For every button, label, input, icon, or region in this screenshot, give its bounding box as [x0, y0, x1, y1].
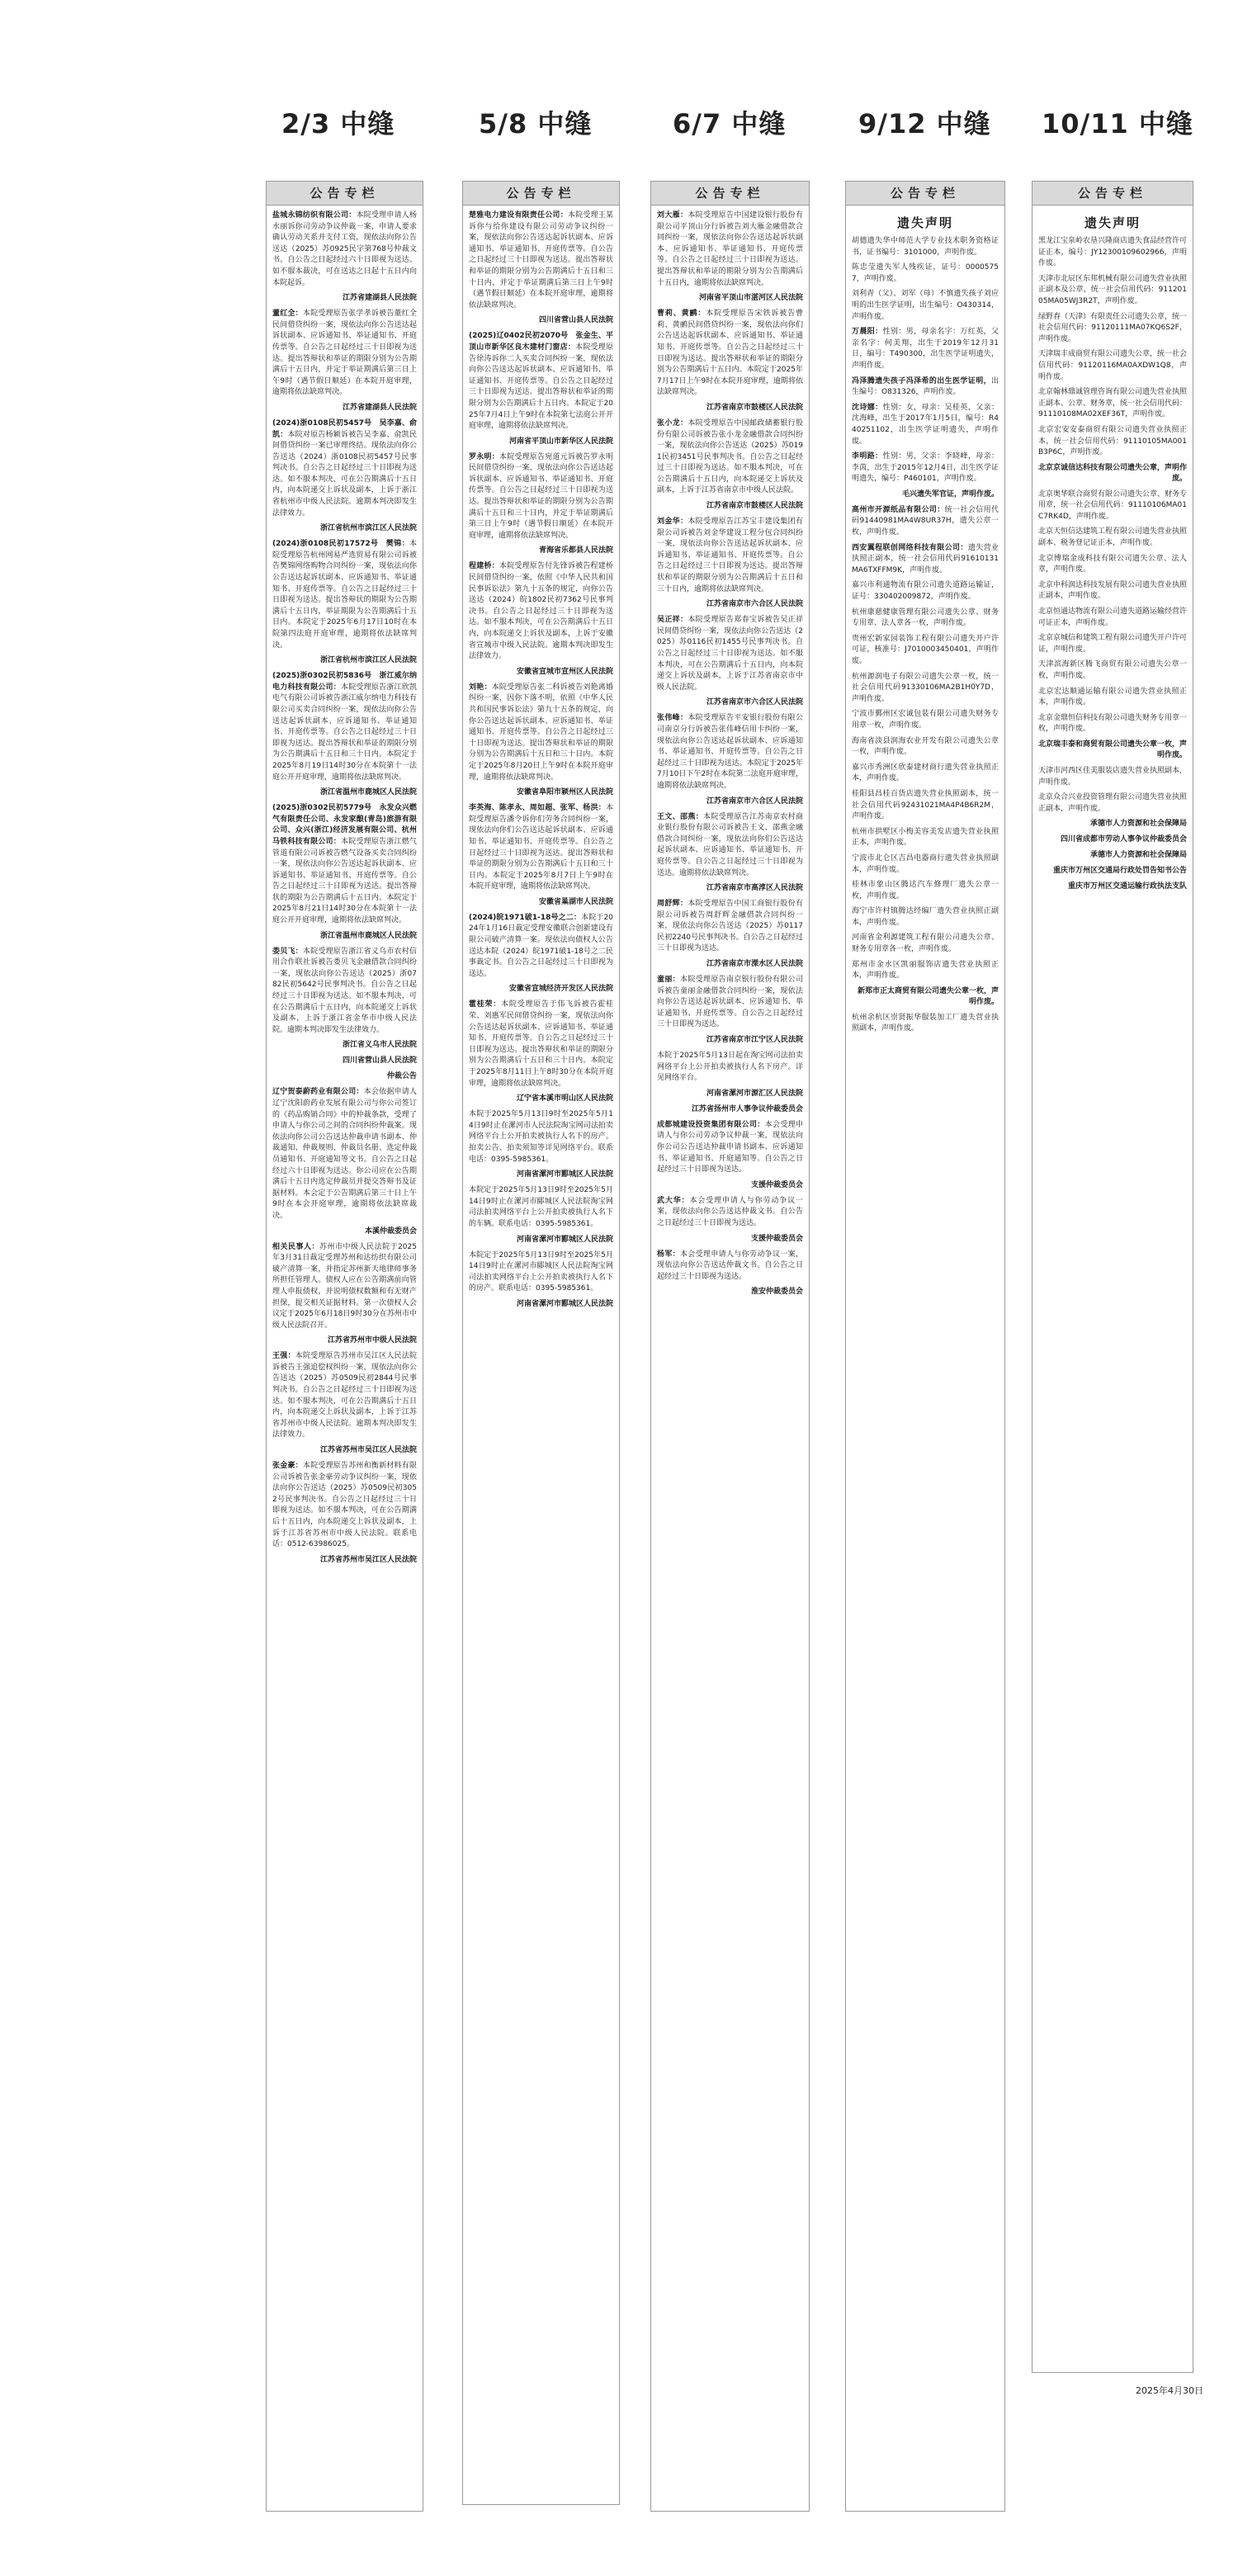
notice-paragraph	[852, 736, 999, 759]
notice-text: 本院受理原告平安银行股份有限公司南京分行诉被告张伟峰信用卡纠纷一案，现依法向你公告送达起诉状副本、应诉通知书、举证通知书、开庭传票等。自公告之日起经过三十日即视为送达。本院定于2025年7月10日下午2时在本院第二法庭开庭审理，逾期将依法缺席判决。	[657, 714, 803, 790]
notice-issuer: 河南省漯河市源汇区人民法院	[706, 1089, 803, 1098]
notice-text: 苏州市中级人民法院于2025年3月31日裁定受理苏州和达纺织有限公司破产清算一案，并指定苏州新天地律师事务所担任管理人。债权人应在公告期满前向管理人申报债权，并说明债权数额和有无财产担保，提交相关证据材料。第一次债权人会议定于2025年6月18日9时30分在苏州市中级人民法院召开。	[272, 1242, 417, 1330]
notice-paragraph	[272, 1461, 417, 1551]
notice-issuer: 江苏省苏州市中级人民法院	[327, 1336, 417, 1345]
notice-text: 本院受理原告宛道元诉被告罗永明民间借贷纠纷一案，现依法向你公告送达起诉状副本、应诉通知书、举证通知书、开庭传票等。自公告之日起经过三十日即视为送达。提出答辩状和举证的期限分别为公告期满后十五日和三十日内，并定于举证期满后第三日上午9时（遇节假日顺延）在本院开庭审理，逾期将依法缺席判决。	[469, 452, 613, 540]
notice-text: 本院受理原告郑春宝诉被告吴正祥民间借贷纠纷一案，现依法向你公告送达（2025）苏0116民初1455号民事判决书。自公告之日起经过三十日即视为送达。如不服本判决，可在公告期满后十五日内，向本院递交上诉状及副本，上诉于江苏省南京市中级人民法院。	[657, 616, 803, 692]
notice-text: 北京中科润达科技发展有限公司遗失营业执照正副本，声明作废。	[1038, 580, 1188, 601]
notice-text: 杭州市拱墅区小梅美容美发店遗失营业执照正本，声明作废。	[852, 827, 999, 848]
notice-paragraph	[657, 975, 803, 1031]
notice-paragraph	[852, 505, 999, 539]
notice-paragraph	[657, 517, 803, 595]
notice-text: 本院受理王某诉你与给你建设有限公司劳动争议纠纷一案，现依法向你公告送达起诉状副本、应诉通知书、举证通知书、开庭传票等。自公告之日起经过三十日即视为送达。提出答辩状和举证的期限分别为公告期满后十五日和三十日内，并定于举证期满后第三日上午9时（遇节假日顺延）在本院开庭审理，逾期将依法缺席判决。	[469, 211, 613, 310]
notice-text: 北京博瑞金成科技有限公司遗失公章、法人章，声明作废。	[1038, 554, 1187, 574]
notice-text: 刘利青（父）、刘军（母）不慎遗失孩子刘应明的出生医学证明，出生编号：O430314，声明作废。	[852, 290, 999, 321]
notice-addressee: 相关民事人：	[272, 1242, 320, 1251]
notice-issuer: 江苏省扬州市人事争议仲裁委员会	[691, 1104, 803, 1113]
notice-paragraph	[1038, 236, 1187, 270]
notice-text: 本院受理原告徐涛诉你二人买卖合同纠纷一案，现依法向你公告送达起诉状副本、应诉通知书、举证通知书、开庭传票等。自公告之日起经过三十日即视为送达。提出答辩状和举证的期限分别为公告期满后十五日内。本院定于2025年7月4日上午9时在本院第七法庭公开开庭审理，逾期将依法缺席判决。	[469, 343, 613, 431]
notice-text: 天津市河西区佳美服装店遗失营业执照副本，声明作废。	[1038, 766, 1188, 787]
notice-text: 本院定于2025年5月13日9时至2025年5月14日9时止在漯河市郾城区人民法院淘宝网司法拍卖网络平台上公开拍卖被执行人名下的车辆。联系电话：0395-5985361。	[469, 1186, 613, 1228]
notice-paragraph	[469, 331, 613, 432]
notice-issuer: 浙江省温州市鹿城区人民法院	[319, 931, 417, 940]
notice-paragraph	[1038, 633, 1187, 655]
notice-issuer: 本溪仲裁委员会	[364, 1227, 417, 1236]
notice-issuer: 河南省漯河市郾城区人民法院	[516, 1235, 613, 1244]
notice-addressee: (2024)浙0108民初5457号 吴李嘉、俞凯：	[272, 418, 417, 439]
notice-paragraph	[1038, 425, 1187, 459]
column-title: 公告专栏	[267, 182, 423, 206]
notice-addressee: 李明路：	[852, 452, 883, 461]
notice-addressee: 霍桂荣：	[469, 1000, 502, 1009]
notice-issuer: 支援仲裁委员会	[750, 1180, 803, 1189]
notice-issuer: 江苏省苏州市吴江区人民法院	[319, 1555, 417, 1564]
notice-text: 本院受理申请人杨水丽诉你司劳动争议仲裁一案，申请人要求确认劳动关系并支付工资，现依法向你公告送达（2025）苏0925民字第768号仲裁文书。自公告之日起经过六十日即视为送达。如不服本裁决，可在送达之日起十五日内向本院起诉。	[272, 211, 417, 287]
notice-paragraph	[1038, 489, 1187, 523]
notice-addressee: 杨军：	[657, 1250, 680, 1259]
notice-text: 嘉兴市利通物流有限公司遗失道路运输证，证号：330402009872，声明作废。	[852, 581, 999, 602]
notice-addressee: 周舒辉：	[657, 900, 688, 909]
notice-issuer: 仲裁公告	[386, 1072, 417, 1081]
notice-text: 本院受理原告宋铁诉被告曹莉、黄鹂民间借贷纠纷一案，现依法向你们公告送达起诉状副本、应诉通知书、举证通知书、开庭传票等。自公告之日起经过三十日即视为送达。提出答辩状和举证的期限分别为公告期满后十五日内。本院定于2025年7月17日上午9时在本院开庭审理，逾期将依法缺席判决。	[657, 310, 803, 397]
notice-issuer: 江苏省南京市鼓楼区人民法院	[706, 502, 803, 511]
notice-paragraph	[1038, 349, 1187, 383]
notice-text: 天津滨海新区腾飞商贸有限公司遗失公章一枚，声明作废。	[1038, 660, 1187, 680]
notice-paragraph	[1038, 659, 1187, 682]
notice-paragraph	[852, 880, 999, 902]
notice-issuer: 辽宁省本溪市明山区人民法院	[516, 1094, 613, 1104]
notice-paragraph	[657, 899, 803, 955]
notice-issuer: 淮安仲裁委员会	[750, 1288, 803, 1297]
notice-text: 本院受理原告潘令诉你们劳务合同纠纷一案，现依法向你们公告送达起诉状副本、应诉通知书、举证通知书、开庭传票等。自公告之日起经过三十日即视为送达。提出答辩状和举证的期限分别为公告期满后十五日和三十日内。本院定于2025年8月7日上午9时在本院开庭审理，逾期将依法缺席判决。	[469, 804, 613, 891]
column-label-5-8: 5/8 中缝	[479, 108, 593, 139]
notice-addressee: 张伟峰：	[657, 714, 688, 723]
notice-paragraph	[469, 210, 613, 311]
notice-issuer: 四川省营山县人民法院	[538, 316, 613, 325]
notice-paragraph	[852, 580, 999, 603]
notice-text: 胡德遗失华中师范大学专业技术职务资格证书，证书编号：3101000，声明作废。	[852, 237, 999, 257]
notice-addressee: 张金豪：	[272, 1462, 303, 1471]
notice-paragraph	[469, 1185, 613, 1230]
notice-text: 本院受理原告张学孝诉被告董红全民间借贷纠纷一案，现依法向你公告送达起诉状副本、应诉通知书、举证通知书、开庭传票等。自公告之日起经过三十日即视为送达。提出答辩状和举证的期限分别为公告期满后十五日内，并定于举证期满后第三日上午9时（遇节假日顺延）在本院开庭审理，逾期将依法缺席判决。	[272, 310, 417, 397]
notice-issuer: 河南省平顶山市新华区人民法院	[508, 437, 613, 446]
notice-text: 宁波市北仑区吉昌电器商行遗失营业执照副本，声明作废。	[852, 853, 999, 874]
notice-paragraph	[469, 1250, 613, 1295]
notice-issuer: 河南省漯河市郾城区人民法院	[516, 1170, 613, 1179]
notice-text: 绿野春（天津）有限责任公司遗失公章，统一社会信用代码：91120111MA07KQ6S2F，声明作废。	[1038, 312, 1188, 343]
notice-issuer: 浙江省温州市鹿城区人民法院	[319, 788, 417, 797]
notice-text: 河南省金利源建筑工程有限公司遗失公章、财务专用章各一枚，声明作废。	[852, 934, 999, 954]
notice-paragraph	[852, 607, 999, 630]
notice-addressee: 沈诗娜：	[852, 403, 883, 412]
notice-text: 遗失营业执照正副本，统一社会信用代码91610131MA6TXFFM9K，声明作废。	[852, 543, 999, 574]
notice-addressee: 李英海、陈孝永、周如超、张军、杨洪：	[469, 804, 606, 813]
notice-paragraph	[657, 210, 803, 289]
notice-paragraph	[1038, 580, 1187, 603]
notice-paragraph	[272, 1351, 417, 1441]
notice-text: 本会受理申请人与你劳动争议一案，现依法向你公告送达仲裁文书。自公告之日起经过三十日即视为送达。	[657, 1250, 803, 1281]
notice-addressee: 刘金华：	[657, 518, 688, 527]
notice-paragraph	[657, 812, 803, 880]
notice-text: 杭州余杭区崇贤振华服装加工厂遗失营业执照副本，声明作废。	[852, 1013, 999, 1033]
notice-text: 本院对原告杨颖诉被告吴李嘉、俞凯民间借贷纠纷一案已审理终结。现依法向你公告送达（2024）浙0108民初5457号民事判决书。自公告之日起经过三十日即视为送达。如不服本判决，可在公告期满后十五日内，向本院递交上诉状及副本，上诉于浙江省杭州市中级人民法院。逾期本判决即发生法律效力。	[272, 430, 417, 518]
notice-issuer: 重庆市万州区交通局行政处罚告知书公告	[1052, 867, 1187, 876]
notice-paragraph	[657, 1196, 803, 1230]
notice-text: 本院受理原告浙江省义乌市农村信用合作联社诉被告娄贝飞金融借款合同纠纷一案，现依法向你公告送达（2025）浙0782民初5642号民事判决书。自公告之日起经过三十日即视为送达。如不服本判决，可在公告期满后十五日内，向本院递交上诉状及副本，上诉于浙江省金华市中级人民法院。逾期本判决即发生法律效力。	[272, 947, 417, 1034]
notice-text: 海南省淡县润海农业开发有限公司遗失公章一枚，声明作废。	[852, 736, 999, 757]
notice-paragraph	[852, 262, 999, 285]
notice-paragraph	[657, 713, 803, 792]
notice-paragraph	[1038, 312, 1187, 346]
column-label-6-7: 6/7 中缝	[673, 108, 787, 139]
notice-text: 海宁市许村镇腾达经编厂遗失营业执照正副本，声明作废。	[852, 907, 999, 927]
notice-addressee: 武大华：	[657, 1196, 690, 1205]
notice-issuer: 浙江省杭州市滨江区人民法院	[319, 524, 417, 533]
notice-paragraph	[469, 561, 613, 662]
issue-date: 2025年4月30日	[1136, 2385, 1203, 2396]
notice-addressee: (2025)浙0302民初5836号 浙江威尔纳电力科技有限公司：	[272, 672, 417, 692]
column-body	[267, 206, 423, 1566]
notice-paragraph	[852, 853, 999, 876]
notice-text: 北京天恒信达建筑工程有限公司遗失营业执照副本、税务登记证正本，声明作废。	[1038, 527, 1188, 548]
notice-paragraph	[272, 210, 417, 289]
column-body	[463, 206, 619, 1310]
notice-paragraph	[852, 376, 999, 399]
notice-addressee: 辽宁贺泰蔚药业有限公司：	[272, 1088, 364, 1097]
notice-paragraph	[1038, 766, 1187, 788]
notice-paragraph	[852, 289, 999, 323]
notice-issuer: 承德市人力资源和社会保障局	[1089, 851, 1187, 860]
lost-statement-heading: 遗失声明	[1084, 215, 1141, 230]
notice-paragraph	[469, 1000, 613, 1089]
column-title: 公告专栏	[846, 182, 1004, 206]
lost-statement-heading: 遗失声明	[896, 215, 953, 230]
notice-issuer: 安徽省宣城市宣州区人民法院	[516, 667, 613, 676]
notice-addressee: 童丽：	[657, 976, 680, 985]
notice-paragraph	[852, 933, 999, 955]
notice-paragraph	[469, 1109, 613, 1165]
notice-text: 本院受理原告浙江欣凯电气有限公司诉被告浙江威尔纳电力科技有限公司买卖合同纠纷一案，现依法向你公告送达起诉状副本、应诉通知书、举证通知书、开庭传票等。自公告之日起经过三十日即视为送达。提出答辩状和举证的期限分别为公告期满后十五日和三十日内。本院定于2025年8月19日14时30分在本院第十一法庭公开开庭审理，逾期将依法缺席判决。	[272, 683, 417, 782]
notice-addressee: 张小龙：	[657, 418, 688, 428]
notice-text: 本会受理申请人与你劳动争议一案，现依法向你公告送达仲裁文书。自公告之日起经过三十日即视为送达。	[657, 1196, 803, 1227]
notice-text: 嘉兴市秀洲区欣泰建材商行遗失营业执照正本，声明作废。	[852, 763, 999, 783]
notice-paragraph	[657, 615, 803, 693]
notice-addressee: (2025)辽0402民初2070号 张金生、平顶山市新华区良木建材门窗店：	[469, 332, 613, 352]
notice-text: 北京众合兴业投资管理有限公司遗失营业执照正副本，声明作废。	[1038, 793, 1188, 813]
notice-paragraph	[272, 539, 417, 651]
notice-paragraph	[1038, 274, 1187, 308]
notice-issuer: 浙江省义乌市人民法院	[342, 1041, 417, 1050]
notice-addressee: 盐城永锦纺织有限公司：	[272, 211, 357, 220]
notice-addressee: 董红全：	[272, 310, 303, 319]
notice-issuer: 新郑市正太商贸有限公司遗失公章一枚，声明作废。	[857, 986, 999, 1006]
notice-paragraph	[1038, 687, 1187, 709]
notice-paragraph	[852, 451, 999, 485]
notice-paragraph	[272, 671, 417, 783]
notice-addressee: 楚雅电力建设有限责任公司：	[469, 211, 568, 220]
notice-text: 本院受理原告付先锋诉被告程建桥民间借贷纠纷一案，依照《中华人民共和国民事诉讼法》第九十五条的规定，向你公告送达（2024）皖1802民初7362号民事判决书。自公告之日起经过三十日即视为送达。如不服本判决，可在公告期满后十五日内，向本院递交上诉状及副本，上诉于安徽省宣城市中级人民法院。逾期本判决即发生法律效力。	[469, 562, 613, 661]
notice-paragraph	[852, 763, 999, 785]
notice-paragraph	[469, 452, 613, 542]
notice-issuer: 江苏省苏州市吴江区人民法院	[319, 1446, 417, 1455]
notice-text: 本院受理原告中国邮政储蓄银行股份有限公司诉被告张小龙金融借款合同纠纷一案，现依法向你公告送达（2025）苏0191民初3451号民事判决书。自公告之日起经过三十日即视为送达。如不服本判决，可在公告期满后十五日内，向本院递交上诉状及副本，上诉于江苏省南京市中级人民法院。	[657, 418, 803, 495]
notice-paragraph	[852, 403, 999, 447]
notice-column-2	[462, 181, 620, 2505]
notice-text: 杭州源润电子有限公司遗失公章一枚，统一社会信用代码91330106MA2B1H0Y7D，声明作废。	[852, 672, 999, 703]
notice-paragraph	[1038, 554, 1187, 576]
notice-text: 性别：女，母亲：吴桂英，父亲：沈海峰，出生于2017年1月5日，编号：R440251102，出生医学证明遗失，声明作废。	[852, 403, 999, 446]
notice-text: 统一社会信用代码91440981MA4W8UR37H，遗失公章一枚，声明作废。	[852, 505, 999, 537]
notice-addressee: 成都城建设投资集团有限公司：	[657, 1120, 765, 1129]
notice-paragraph	[272, 803, 417, 927]
notice-paragraph	[657, 309, 803, 399]
notice-text: 本院受理原告江苏宝丰建设集团有限公司诉被告刘金华建设工程分包合同纠纷一案，现依法向你公告送达起诉状副本、应诉通知书、举证通知书、开庭传票等。自公告之日起经过三十日即视为送达。提出答辩状和举证的期限分别为公告期满后十五日和三十日内，逾期将依法缺席判决。	[657, 518, 803, 593]
notice-addressee: 吴正祥：	[657, 616, 688, 625]
notice-paragraph	[852, 327, 999, 371]
notice-paragraph	[469, 683, 613, 783]
notice-issuer: 安徽省宣城经济开发区人民法院	[508, 985, 613, 994]
notice-paragraph	[852, 960, 999, 982]
notice-paragraph	[272, 1087, 417, 1222]
notice-column-4	[845, 181, 1005, 2512]
notice-addressee: 万晨阳：	[852, 328, 883, 337]
notice-addressee: 高州市开源纸品有限公司：	[852, 505, 945, 514]
notice-issuer: 安徽省阜阳市颍州区人民法院	[516, 788, 613, 797]
notice-paragraph	[1038, 387, 1187, 421]
notice-issuer: 河南省漯河市郾城区人民法院	[516, 1299, 613, 1308]
notice-text: 北京恒通达物流有限公司遗失道路运输经营许可证正本，声明作废。	[1038, 607, 1188, 627]
notice-issuer: 四川省营山县人民法院	[342, 1056, 417, 1066]
notice-paragraph	[657, 1051, 803, 1085]
notice-issuer: 北京京诚信达科技有限公司遗失公章，声明作废。	[1038, 463, 1188, 483]
notice-column-1	[266, 181, 423, 2512]
notice-addressee: 曹莉、黄鹂：	[657, 310, 706, 319]
notice-paragraph	[272, 309, 417, 399]
column-body	[846, 206, 1004, 1035]
notice-text: 北京金鼎恒信科技有限公司遗失财务专用章一枚，声明作废。	[1038, 713, 1188, 734]
notice-paragraph	[1038, 792, 1187, 815]
column-title: 公告专栏	[463, 182, 619, 206]
notice-text: 北京京城信和建筑工程有限公司遗失开户许可证，声明作废。	[1038, 634, 1188, 654]
notice-issuer: 浙江省杭州市滨江区人民法院	[319, 656, 417, 665]
notice-issuer: 江苏省南京市六合区人民法院	[706, 600, 803, 609]
notice-text: 本院受理原告苏州和衡新材料有限公司诉被告张金豪劳动争议纠纷一案，现依法向你公告送达（2025）苏0509民初3052号民事判决书。自公告之日起经过三十日即视为送达。如不服本判决，可在公告期满后十五日内，向本院递交上诉状及副本，上诉于江苏省苏州市中级人民法院。联系电话：0512-63986025。	[272, 1462, 417, 1549]
notice-addressee: 王文、邵燕：	[657, 812, 703, 821]
notice-issuer: 江苏省南京市高淳区人民法院	[706, 884, 803, 893]
notice-paragraph	[272, 1242, 417, 1332]
notice-paragraph	[852, 543, 999, 577]
notice-paragraph	[1038, 713, 1187, 735]
notice-addressee: 娄贝飞：	[272, 947, 303, 956]
notice-text: 北京奥华联合商贸有限公司遗失公章、财务专用章，统一社会信用代码：91110106MA01C7RK4D，声明作废。	[1038, 489, 1188, 521]
notice-addressee: (2024)浙0108民初17572号 樊锦：	[272, 540, 409, 549]
notice-text: 本会依据申请人辽宁沈阳蔚药业发展有限公司与你公司签订的《药品购销合同》中的仲裁条款，受理了申请人与你公司之间的合同纠纷仲裁案。现依法向你公司公告送达仲裁申请书副本、仲裁通知、仲裁规则、仲裁员名册、选定仲裁员通知书、开庭通知等文书。自公告之日起经过六十日即视为送达。你公司应在公告期满后十五日内选定仲裁员并提交答辩书及证据材料。本会定于公告期满后第三十日上午9时在本会开庭审理，逾期将依法缺席裁决。	[272, 1088, 417, 1220]
notice-paragraph	[469, 803, 613, 893]
notice-text: 天津市北辰区东邦机械有限公司遗失营业执照正副本及公章，统一社会信用代码：91120105MA05WJ3R2T，声明作废。	[1038, 274, 1188, 305]
notice-addressee: (2025)浙0302民初5779号 永发众兴燃气有限责任公司、永发家酿(青岛)旅游有限公司、众兴(浙江)经济发展有限公司、杭州马铁科技有限公司：	[272, 804, 417, 846]
column-body	[651, 206, 809, 1297]
notice-paragraph	[657, 418, 803, 497]
notice-text: 北京翰林鼎诚管理咨询有限公司遗失营业执照正副本、公章、财务章，统一社会信用代码：91110108MA02XEF36T，声明作废。	[1038, 388, 1188, 419]
notice-paragraph	[852, 827, 999, 849]
notice-text: 出生编号：O831326，声明作废。	[852, 376, 999, 397]
notice-text: 本院受理原告中国工商银行股份有限公司诉被告周舒辉金融借款合同纠纷一案，现依法向你公告送达（2025）苏0117民初2240号民事判决书。自公告之日起经过三十日即视为送达。	[657, 900, 803, 953]
notice-paragraph	[657, 1250, 803, 1283]
notice-addressee: 刘艳：	[469, 683, 492, 692]
column-title: 公告专栏	[1032, 182, 1193, 206]
notice-addressee: 程建桥：	[469, 562, 499, 571]
column-label-9-12: 9/12 中缝	[858, 108, 991, 139]
notice-text: 贵州宏新家园装饰工程有限公司遗失开户许可证，核准号：J7010003450401，声明作废。	[852, 634, 999, 665]
notice-text: 性别：男，父亲：李晓峰，母亲：李茵，出生于2015年12月4日，出生医学证明遗失，编号：P460101，声明作废。	[852, 452, 999, 484]
notice-paragraph	[852, 709, 999, 731]
notice-addressee: (2024)皖1971破1-18号之二：	[469, 913, 582, 922]
notice-paragraph	[469, 913, 613, 981]
notice-text: 本院于2025年5月13日起在淘宝网司法拍卖网络平台上公开拍卖被执行人名下房产。详见网络平台。	[657, 1052, 803, 1083]
notice-paragraph	[852, 634, 999, 668]
notice-issuer: 河南省平顶山市湛河区人民法院	[698, 294, 803, 303]
notice-issuer: 毛兴遗失军官证，声明作废。	[901, 489, 999, 499]
notice-issuer: 重庆市万州区交通运输行政执法支队	[1067, 882, 1187, 891]
notice-text: 本院定于2025年5月13日9时至2025年5月14日9时止在漯河市郾城区人民法院淘宝网司法拍卖网络平台上公开拍卖被执行人名下的房产。联系电话：0395-5985361。	[469, 1250, 613, 1293]
notice-paragraph	[852, 1013, 999, 1035]
notice-issuer: 支援仲裁委员会	[750, 1234, 803, 1243]
notice-text: 黑龙江宝泉岭农垦兴隆商店遗失食品经营许可证正本，编号：JY12300109602966，声明作废。	[1038, 237, 1188, 268]
notice-addressee: 罗永明：	[469, 452, 499, 461]
notice-issuer: 四川省成都市劳动人事争议仲裁委员会	[1060, 835, 1187, 844]
notice-text: 本院于2024年1月16日裁定受理安徽联合创新建设有限公司破产清算一案。现依法向债权人公告送达本院（2024）皖1971破1-18号之二民事裁定书。自公告之日起经过三十日即视为送达。	[469, 913, 613, 978]
notice-issuer: 江苏省南京市六合区人民法院	[706, 698, 803, 707]
notice-text: 北京宏安安泰商贸有限公司遗失营业执照正本，统一社会信用代码：91110105MA001B3P6C，声明作废。	[1038, 425, 1187, 457]
notice-text: 本院受理原告浙江燃气管道有限公司诉被告燃气设备买卖合同纠纷一案，现依法向你公告送达起诉状副本、应诉通知书、举证通知书、开庭传票等。自公告之日起经过三十日即视为送达。提出答辩状的期限为公告期满后十五日内。本院定于2025年8月21日14时30分在本院第十一法庭公开开庭审理，逾期将依法缺席判决。	[272, 837, 417, 925]
column-label-10-11: 10/11 中缝	[1042, 108, 1193, 139]
notice-text: 本院受理原告江苏南京农村商业银行股份有限公司诉被告王文、邵燕金融借款合同纠纷一案，现依法向你们公告送达起诉状副本、应诉通知书、举证通知书、开庭传票等。自公告之日起经过三十日即视为送达。逾期将依法缺席判决。	[657, 812, 803, 877]
notice-paragraph	[272, 947, 417, 1037]
notice-text: 天津瑞丰成商贸有限公司遗失公章，统一社会信用代码：91120116MA0AXDW1Q8，声明作废。	[1038, 350, 1188, 381]
notice-text: 本院受理原告苏州市吴江区人民法院诉被告王强追偿权纠纷一案，现依法向你公告送达（2025）苏0509民初2844号民事判决书。自公告之日起经过三十日即视为送达。如不服本判决，可在公告期满后十五日内，向本院递交上诉状及副本，上诉于江苏省苏州市中级人民法院。逾期本判决即发生法律效力。	[272, 1352, 417, 1439]
notice-paragraph	[852, 672, 999, 706]
notice-addressee: 刘大雁：	[657, 211, 688, 220]
notice-text: 郑州市金水区凯丽服饰店遗失营业执照正本，声明作废。	[852, 960, 999, 981]
notice-text: 桂阳县昌桂百货店遗失营业执照副本，统一社会信用代码92431021MA4P4B6R2M，声明作废。	[852, 789, 999, 821]
column-title: 公告专栏	[651, 182, 809, 206]
notice-text: 本院受理原告于伟飞诉被告霍桂荣、刘惠军民间借贷纠纷一案，现依法向你公告送达起诉状副本、应诉通知书、举证通知书、开庭传票等。自公告之日起经过三十日即视为送达。提出答辩状和举证的期限分别为公告期满后十五日和三十日内。本院定于2025年8月11日上午8时30分在本院开庭审理，逾期将依法缺席判决。	[469, 1000, 613, 1088]
notice-text: 宁波市鄞州区宏诚包装有限公司遗失财务专用章一枚，声明作废。	[852, 710, 999, 730]
notice-issuer: 青海省乐都县人民法院	[538, 546, 613, 555]
notice-text: 北京宏达顺通运输有限公司遗失营业执照正本，声明作废。	[1038, 687, 1187, 707]
notice-issuer: 承德市人力资源和社会保障局	[1089, 820, 1187, 829]
notice-text: 本院于2025年5月13日9时至2025年5月14日9时止在漯河市人民法院淘宝网司法拍卖网络平台上公开拍卖被执行人名下的房产。拍卖公告、拍卖须知等详见网络平台。联系电话：0395-5985361。	[469, 1110, 613, 1164]
notice-paragraph	[852, 906, 999, 929]
notice-issuer: 江苏省建湖县人民法院	[342, 403, 417, 412]
column-body	[1032, 206, 1193, 892]
notice-issuer: 江苏省南京市江宁区人民法院	[706, 1036, 803, 1045]
notice-issuer: 江苏省南京市六合区人民法院	[706, 796, 803, 806]
notice-text: 本会受理申请人与你公司劳动争议仲裁一案，现依法向你公司公告送达仲裁申请书副本、应诉通知书、举证通知书、开庭通知等。自公告之日起经过三十日即视为送达。	[657, 1120, 803, 1175]
notice-text: 陈忠莹遗失军人残疾证，证号：00005757，声明作废。	[852, 263, 999, 283]
notice-paragraph	[1038, 527, 1187, 549]
notice-text: 本院受理原告杭州网易严选贸易有限公司诉被告樊锦网络购物合同纠纷一案，现依法向你公告送达起诉状副本、应诉通知书、举证通知书、开庭传票等。自公告之日起经过三十日即视为送达。提出答辩状的期限为公告期满后十五日内，举证期限为公告期满后十五日内。本院定于2025年6月17日10时在本院第四法庭开庭审理，逾期将依法缺席判决。	[272, 540, 417, 650]
notice-text: 本院受理原告中国建设银行股份有限公司平顶山分行诉被告刘大雁金融借款合同纠纷一案，现依法向你公告送达起诉状副本、应诉通知书、举证通知书、开庭传票等。自公告之日起经过三十日即视为送达。提出答辩状和举证的期限分别为公告期满后十五日内，逾期将依法缺席判决。	[657, 211, 803, 287]
notice-paragraph	[272, 418, 417, 519]
notice-text: 本院受理原告张二科诉被告刘艳离婚纠纷一案，因你下落不明，依照《中华人民共和国民事诉讼法》第九十五条的规定，向你公告送达起诉状副本、应诉通知书、举证通知书、开庭传票等。自公告之日起经过三十日即视为送达。提出答辩状和举证的期限分别为公告期满后十五日和三十日内。本院定于2025年8月20日上午9时在本院开庭审理，逾期将依法缺席判决。	[469, 683, 613, 782]
notice-text: 本院受理原告南京银行股份有限公司诉被告童丽金融借款合同纠纷一案，现依法向你公告送达起诉状副本、应诉通知书、举证通知书、开庭传票等。自公告之日起经过三十日即视为送达。	[657, 976, 803, 1029]
notice-issuer: 江苏省建湖县人民法院	[342, 294, 417, 303]
notice-addressee: 西安翼程联创网络科技有限公司：	[852, 543, 968, 552]
notice-issuer: 江苏省南京市溧水区人民法院	[706, 960, 803, 969]
notice-paragraph	[657, 1120, 803, 1176]
notice-addressee: 冯泽腾遗失孩子冯泽希的出生医学证明，	[852, 376, 991, 385]
column-label-2-3: 2/3 中缝	[281, 108, 395, 139]
notice-text: 杭州康慈健康管理有限公司遗失公章、财务专用章、法人章各一枚，声明作废。	[852, 607, 999, 628]
notice-text: 桂林市象山区腾达汽车修理厂遗失公章一枚，声明作废。	[852, 881, 999, 900]
notice-paragraph	[1038, 607, 1187, 629]
notice-paragraph	[852, 236, 999, 258]
notice-text: 性别：男，母亲名字：万红英，父亲名字：何美翔，出生于2019年12月31日，编号：T490300，出生医学证明遗失，声明作废。	[852, 328, 999, 370]
notice-addressee: 王强：	[272, 1352, 295, 1361]
notice-issuer: 北京瑞丰泰和商贸有限公司遗失公章一枚，声明作废。	[1038, 740, 1188, 759]
notice-column-3	[650, 181, 810, 2512]
notice-issuer: 江苏省南京市鼓楼区人民法院	[706, 403, 803, 412]
notice-paragraph	[852, 789, 999, 823]
notice-issuer: 安徽省巢湖市人民法院	[538, 897, 613, 906]
notice-column-5	[1032, 181, 1193, 2373]
